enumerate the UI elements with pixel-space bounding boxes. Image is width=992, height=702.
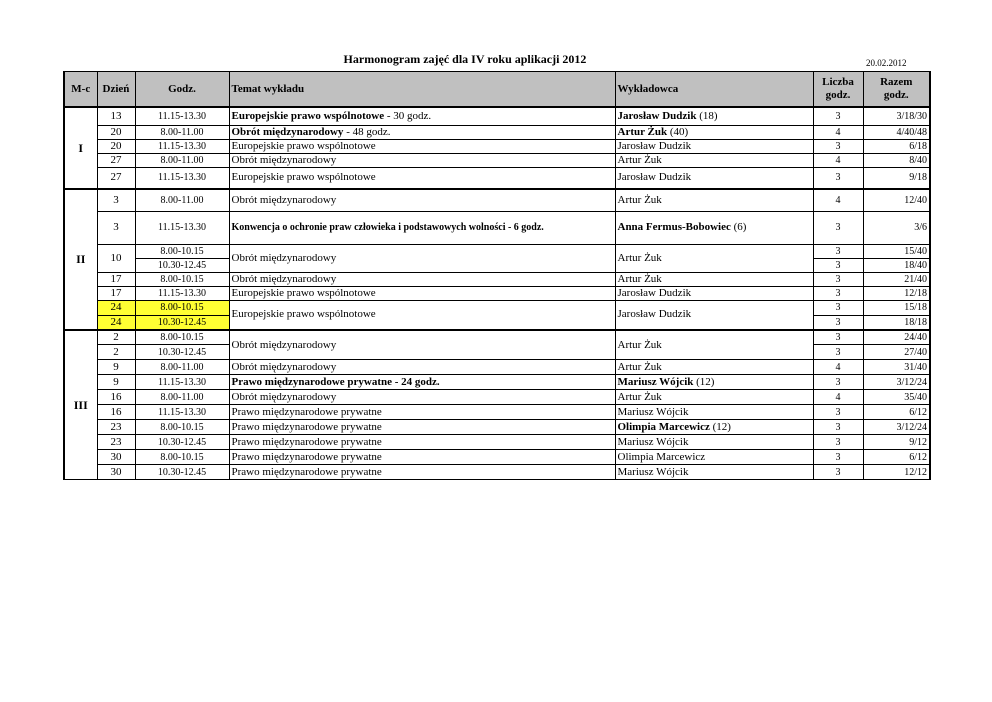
table-row: [64, 244, 930, 258]
day-cell: 9: [97, 375, 135, 390]
topic-cell: Obrót międzynarodowy: [229, 153, 615, 167]
header-month: M-c: [64, 72, 97, 108]
lecturer-text: Mariusz Wójcik: [617, 375, 694, 388]
total-cell: 9/18: [863, 167, 930, 189]
time-cell: 11.15-13.30: [135, 167, 229, 189]
lecturer-cell: [615, 211, 813, 244]
lecturer-text: Jarosław Dudzik: [617, 109, 697, 122]
hours-cell: 3: [813, 286, 863, 300]
total-cell: 18/40: [863, 258, 930, 272]
hours-cell: 3: [813, 375, 863, 390]
topic-text: Europejskie prawo wspólnotowe: [231, 109, 385, 122]
table-row: [64, 330, 930, 345]
hours-cell: 3: [813, 272, 863, 286]
header-total-line1: Razem: [880, 76, 913, 88]
time-cell: 8.00-10.15: [135, 272, 229, 286]
time-cell: 8.00-10.15: [135, 330, 229, 345]
table-row: [64, 272, 930, 286]
month-cell: II: [64, 189, 97, 330]
topic-cell: Europejskie prawo wspólnotowe: [229, 286, 615, 300]
lecturer-suffix: (40): [667, 125, 689, 138]
day-cell: 16: [97, 390, 135, 405]
table-row: [64, 420, 930, 435]
hours-cell: 3: [813, 244, 863, 258]
table-row: [64, 435, 930, 450]
header-hours-line2: godz.: [825, 89, 851, 101]
schedule-table: [63, 71, 931, 480]
day-cell: 24: [97, 315, 135, 330]
time-cell: 8.00-11.00: [135, 390, 229, 405]
total-cell: 9/12: [863, 435, 930, 450]
day-cell: 23: [97, 420, 135, 435]
total-cell: 6/12: [863, 450, 930, 465]
day-cell: 27: [97, 167, 135, 189]
total-cell: 3/6: [863, 211, 930, 244]
header-topic: Temat wykładu: [229, 72, 615, 108]
topic-cell: Obrót międzynarodowy: [229, 272, 615, 286]
topic-cell: [229, 107, 615, 125]
time-cell: 8.00-10.15: [135, 300, 229, 315]
table-row: [64, 189, 930, 211]
header-time: Godz.: [135, 72, 229, 108]
day-cell: 20: [97, 139, 135, 153]
table-row: [64, 286, 930, 300]
time-cell: 8.00-10.15: [135, 420, 229, 435]
hours-cell: 3: [813, 405, 863, 420]
time-cell: 11.15-13.30: [135, 139, 229, 153]
day-cell: 24: [97, 300, 135, 315]
day-cell: 13: [97, 107, 135, 125]
hours-cell: 3: [813, 345, 863, 360]
lecturer-cell: Olimpia Marcewicz: [615, 450, 813, 465]
time-cell: 11.15-13.30: [135, 211, 229, 244]
total-cell: 3/18/30: [863, 107, 930, 125]
total-cell: 15/18: [863, 300, 930, 315]
lecturer-text: Olimpia Marcewicz: [617, 420, 710, 433]
header-lecturer: Wykładowca: [615, 72, 813, 108]
hours-cell: 3: [813, 167, 863, 189]
total-cell: 24/40: [863, 330, 930, 345]
lecturer-text: Artur Żuk: [617, 125, 668, 138]
lecturer-cell: Jarosław Dudzik: [615, 300, 813, 330]
time-cell: 8.00-11.00: [135, 360, 229, 375]
hours-cell: 4: [813, 390, 863, 405]
time-cell: 10.30-12.45: [135, 435, 229, 450]
time-cell: 11.15-13.30: [135, 375, 229, 390]
lecturer-cell: [615, 420, 813, 435]
time-cell: 8.00-11.00: [135, 125, 229, 139]
lecturer-cell: Jarosław Dudzik: [615, 167, 813, 189]
hours-cell: 3: [813, 139, 863, 153]
day-cell: 2: [97, 330, 135, 345]
hours-cell: 4: [813, 189, 863, 211]
day-cell: 10: [97, 244, 135, 272]
table-row: [64, 300, 930, 315]
total-cell: 12/18: [863, 286, 930, 300]
table-row: [64, 390, 930, 405]
topic-cell: Obrót międzynarodowy: [229, 360, 615, 375]
topic-cell: Europejskie prawo wspólnotowe: [229, 300, 615, 330]
time-cell: 8.00-10.15: [135, 450, 229, 465]
month-cell: III: [64, 330, 97, 480]
lecturer-cell: Artur Żuk: [615, 330, 813, 360]
hours-cell: 3: [813, 107, 863, 125]
hours-cell: 3: [813, 435, 863, 450]
day-cell: 23: [97, 435, 135, 450]
month-cell: I: [64, 107, 97, 189]
lecturer-cell: Artur Żuk: [615, 244, 813, 272]
total-cell: 18/18: [863, 315, 930, 330]
total-cell: 4/40/48: [863, 125, 930, 139]
table-row: [64, 375, 930, 390]
topic-cell: Prawo międzynarodowe prywatne - 24 godz.: [229, 375, 615, 390]
topic-cell: Prawo międzynarodowe prywatne: [229, 465, 615, 480]
hours-cell: 4: [813, 360, 863, 375]
lecturer-suffix: (6): [730, 221, 747, 233]
time-cell: 11.15-13.30: [135, 107, 229, 125]
topic-cell: Prawo międzynarodowe prywatne: [229, 420, 615, 435]
topic-suffix: - 30 godz.: [384, 109, 432, 122]
total-cell: 8/40: [863, 153, 930, 167]
day-cell: 30: [97, 450, 135, 465]
hours-cell: 3: [813, 420, 863, 435]
hours-cell: 4: [813, 153, 863, 167]
time-cell: 8.00-10.15: [135, 244, 229, 258]
time-cell: 10.30-12.45: [135, 258, 229, 272]
table-row: [64, 167, 930, 189]
table-row: [64, 211, 930, 244]
lecturer-cell: Mariusz Wójcik: [615, 405, 813, 420]
day-cell: 27: [97, 153, 135, 167]
total-cell: 27/40: [863, 345, 930, 360]
lecturer-cell: Artur Żuk: [615, 360, 813, 375]
hours-cell: 3: [813, 465, 863, 480]
total-cell: 3/12/24: [863, 420, 930, 435]
total-cell: 6/18: [863, 139, 930, 153]
hours-cell: 3: [813, 211, 863, 244]
time-cell: 10.30-12.45: [135, 345, 229, 360]
day-cell: 17: [97, 272, 135, 286]
document-date: 20.02.2012: [866, 58, 907, 68]
time-cell: 10.30-12.45: [135, 315, 229, 330]
lecturer-cell: Jarosław Dudzik: [615, 286, 813, 300]
lecturer-cell: Artur Żuk: [615, 189, 813, 211]
lecturer-cell: Mariusz Wójcik: [615, 465, 813, 480]
hours-cell: 3: [813, 258, 863, 272]
lecturer-cell: Jarosław Dudzik: [615, 139, 813, 153]
day-cell: 9: [97, 360, 135, 375]
topic-cell: Obrót międzynarodowy: [229, 189, 615, 211]
time-cell: 11.15-13.30: [135, 405, 229, 420]
day-cell: 17: [97, 286, 135, 300]
table-row: [64, 405, 930, 420]
day-cell: 3: [97, 189, 135, 211]
total-cell: 12/40: [863, 189, 930, 211]
time-cell: 8.00-11.00: [135, 153, 229, 167]
total-cell: 3/12/24: [863, 375, 930, 390]
topic-cell: Konwencja o ochronie praw człowieka i podstawowych wolności - 6 godz.: [229, 211, 615, 244]
total-cell: 31/40: [863, 360, 930, 375]
table-row: [64, 125, 930, 139]
header-hours: [813, 72, 863, 108]
day-cell: 2: [97, 345, 135, 360]
header-total: [863, 72, 930, 108]
topic-suffix: - 48 godz.: [343, 125, 391, 138]
hours-cell: 3: [813, 450, 863, 465]
day-cell: 3: [97, 211, 135, 244]
total-cell: 6/12: [863, 405, 930, 420]
lecturer-cell: [615, 107, 813, 125]
topic-text: Obrót międzynarodowy: [231, 125, 344, 138]
lecturer-cell: Artur Żuk: [615, 153, 813, 167]
document-title: Harmonogram zajęć dla IV roku aplikacji 2012: [343, 52, 587, 66]
header-row: [64, 72, 930, 108]
lecturer-suffix: (12): [693, 375, 715, 388]
time-cell: 8.00-11.00: [135, 189, 229, 211]
table-row: [64, 107, 930, 125]
lecturer-cell: [615, 125, 813, 139]
hours-cell: 3: [813, 300, 863, 315]
header-total-line2: godz.: [883, 89, 909, 101]
time-cell: 11.15-13.30: [135, 286, 229, 300]
lecturer-cell: [615, 375, 813, 390]
topic-cell: [229, 125, 615, 139]
topic-cell: Prawo międzynarodowe prywatne: [229, 435, 615, 450]
lecturer-cell: Artur Żuk: [615, 272, 813, 286]
hours-cell: 3: [813, 315, 863, 330]
lecturer-cell: Mariusz Wójcik: [615, 435, 813, 450]
topic-cell: Obrót międzynarodowy: [229, 244, 615, 272]
topic-cell: Europejskie prawo wspólnotowe: [229, 139, 615, 153]
day-cell: 16: [97, 405, 135, 420]
lecturer-text: Anna Fermus-Bobowiec: [617, 221, 731, 233]
topic-cell: Obrót międzynarodowy: [229, 330, 615, 360]
time-cell: 10.30-12.45: [135, 465, 229, 480]
lecturer-suffix: (18): [696, 109, 718, 122]
topic-cell: Prawo międzynarodowe prywatne: [229, 405, 615, 420]
table-row: [64, 360, 930, 375]
table-row: [64, 153, 930, 167]
topic-cell: Europejskie prawo wspólnotowe: [229, 167, 615, 189]
header-hours-line1: Liczba: [822, 76, 854, 88]
total-cell: 12/12: [863, 465, 930, 480]
hours-cell: 3: [813, 330, 863, 345]
topic-cell: Prawo międzynarodowe prywatne: [229, 450, 615, 465]
total-cell: 35/40: [863, 390, 930, 405]
table-row: [64, 450, 930, 465]
hours-cell: 4: [813, 125, 863, 139]
lecturer-cell: Artur Żuk: [615, 390, 813, 405]
table-row: [64, 139, 930, 153]
table-row: [64, 465, 930, 480]
lecturer-suffix: (12): [709, 420, 731, 433]
day-cell: 20: [97, 125, 135, 139]
total-cell: 21/40: [863, 272, 930, 286]
topic-cell: Obrót międzynarodowy: [229, 390, 615, 405]
total-cell: 15/40: [863, 244, 930, 258]
header-day: Dzień: [97, 72, 135, 108]
day-cell: 30: [97, 465, 135, 480]
